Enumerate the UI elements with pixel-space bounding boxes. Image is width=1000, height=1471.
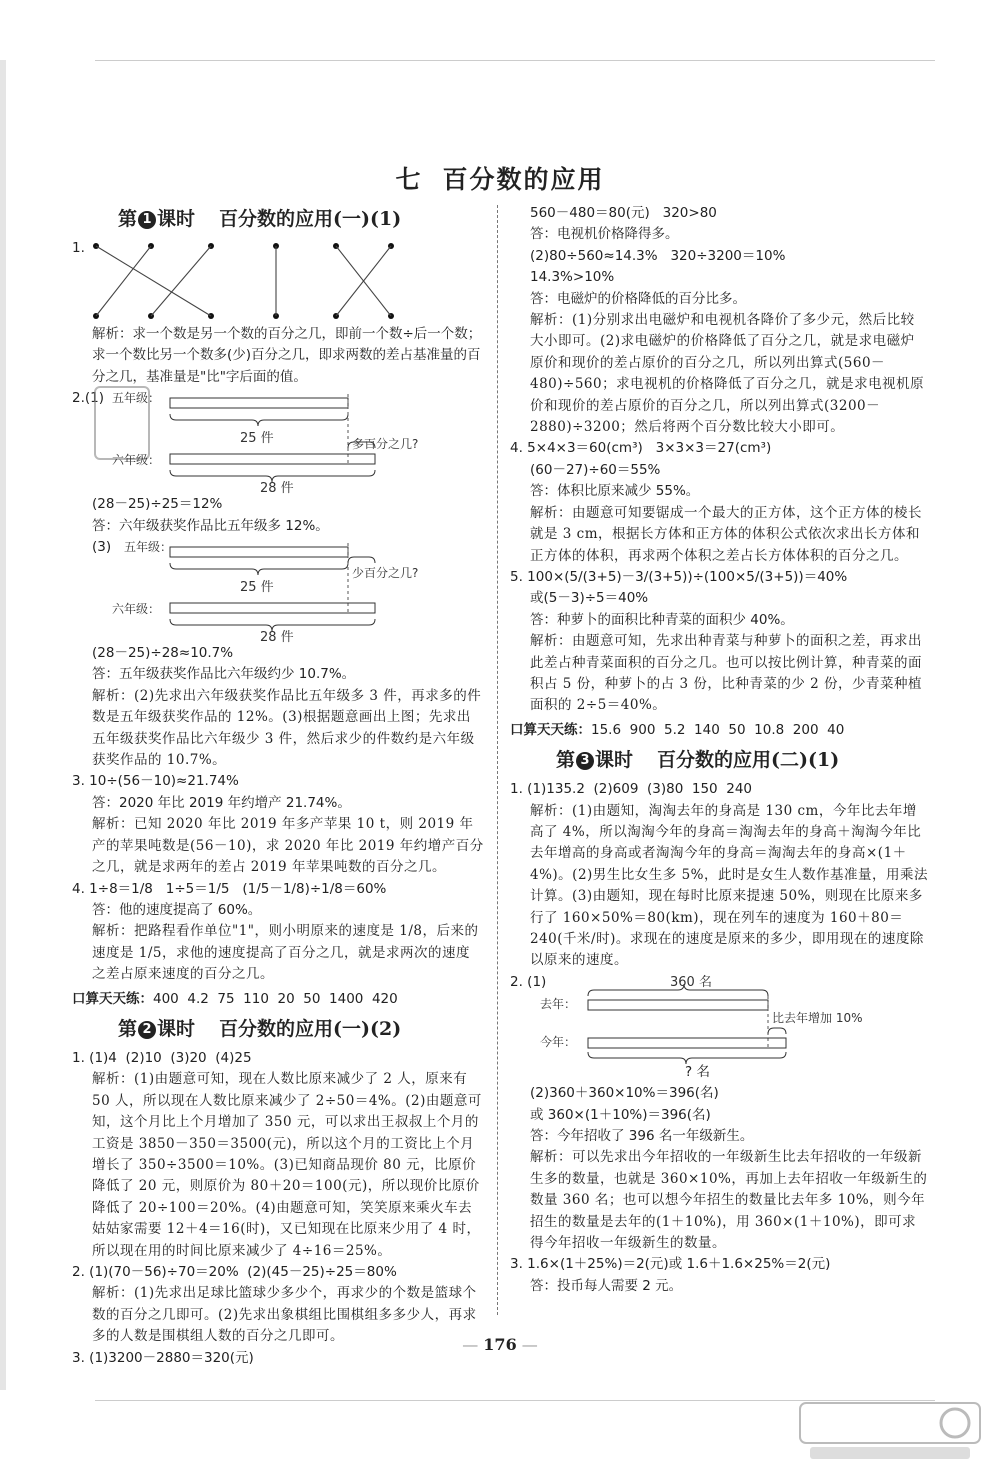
q1-explanation: 解析：求一个数是另一个数的百分之几，即前一个数÷后一个数；求一个数比另一个数多(少)百分之几，即求两数的差占基准量的百分之几，基准量是"比"字后面的值。 bbox=[92, 326, 482, 385]
r-line-5: 答：电磁炉的价格降低的百分比多。 bbox=[530, 290, 746, 307]
matching-lines-diagram bbox=[86, 238, 406, 324]
lesson-number-badge: 1 bbox=[138, 211, 156, 229]
fig1-total-label: 28 件 bbox=[260, 481, 294, 495]
l2-q2-explanation: 解析：(1)先求出足球比篮球少多少个，再求少的个数是篮球个数的百分之几即可。(2)先求出象棋组比围棋组多多少人，再求多的人数是围棋组人数的百分之几即可。 bbox=[92, 1285, 477, 1345]
q4-explanation: 解析：把路程看作单位"1"，则小明原来的速度是 1/8，后来的速度是 1/5，求他的速度提高了百分之几，就是求两次的速度之差占原来速度的百分之几。 bbox=[92, 923, 479, 983]
r-explanation-1: 解析：(1)分别求出电磁炉和电视机各降价了多少元，然后比较大小即可。(2)求电磁炉的价格降低了百分之几，就是求电磁炉原价和现价的差占原价的百分之几，所以列出算式(560－480)÷560；求电视机的价格降低了百分之几，就是求电视机原价和现价的差占原价的百分之几，所以列出算式(3200－2880)÷3200；然后将两个百分数比较大小即可。 bbox=[530, 312, 925, 436]
q3-explanation: 解析：已知 2020 年比 2019 年多产苹果 10 t，则 2019 年产的苹果吨数是(56－10)，求 2020 年比 2019 年约增产百分之几，就是求两年的差占 2019 年苹果吨数的百分之几。 bbox=[92, 816, 484, 876]
lesson-suffix: 课时 bbox=[157, 208, 196, 230]
q1-matching-figure bbox=[72, 238, 484, 324]
fig1-mid-label: 25 件 bbox=[240, 431, 274, 447]
fig3-mid-label: 360 名 bbox=[670, 974, 712, 990]
q4-line-1: 4. 1÷8＝1/8 1÷5＝1/5 (1/5－1/8)÷1/8＝60% bbox=[72, 880, 387, 897]
r-q4-line-1: 4. 5×4×3＝60(cm³) 3×3×3＝27(cm³) bbox=[510, 440, 772, 457]
fig3-bottom-label: 今年： bbox=[540, 1034, 577, 1049]
lesson-title: 百分数的应用(二)(1) bbox=[657, 749, 840, 772]
r-q5-line-1: 5. 100×(5/(3+5)－3/(3+5))÷(100×5/(3+5))＝40% bbox=[510, 568, 848, 585]
right-column bbox=[510, 203, 928, 1297]
fig1-top-label: 五年级： bbox=[112, 391, 161, 406]
l3-q2-number: 2. (1) bbox=[510, 973, 547, 990]
fig2-mid-label: 25 件 bbox=[240, 580, 274, 596]
l3-q1-explanation: 解析：(1)由题知，淘淘去年的身高是 130 cm，今年比去年增高了 4%，所以淘淘今年的身高＝淘淘去年的身高＋淘淘今年比去年增高的身高或者淘淘今年的身高＝淘淘去年的身高×(1＋4%)。(2)男生比女生多 5%，此时是女生人数作基准量，用乘法计算。(3)由题知，现在每时比原来提速 50%，则现在比原来多行了 160×50%＝80(km)，现在列车的速度为 160＋80＝240(千米/时)。求现在的速度是原来的多少，即用现在的速度除以原来的速度。 bbox=[530, 802, 929, 969]
l2-q1: 1. (1)4 (2)10 (3)20 (4)25 bbox=[72, 1049, 252, 1066]
top-rule bbox=[95, 60, 935, 61]
lesson-title: 百分数的应用(一)(2) bbox=[219, 1017, 402, 1040]
fig2-top-label: 五年级： bbox=[124, 540, 173, 555]
fig2-right-label: 少百分之几? bbox=[352, 566, 419, 581]
lesson-3-heading bbox=[556, 747, 928, 773]
page-edge-shadow bbox=[0, 60, 6, 1390]
l3-q2-line-2: 或 360×(1＋10%)＝396(名) bbox=[530, 1106, 711, 1123]
site-watermark-logo bbox=[790, 1395, 990, 1465]
q2-line-2: 答：六年级获奖作品比五年级多 12%。 bbox=[92, 517, 329, 534]
column-divider bbox=[497, 205, 498, 1315]
l3-q3-line-1: 3. 1.6×(1＋25%)＝2(元)或 1.6＋1.6×25%＝2(元) bbox=[510, 1256, 831, 1273]
oral-practice-label: 口算天天练： bbox=[510, 721, 591, 738]
fig3-right-label: 比去年增加 10% bbox=[772, 1010, 863, 1025]
fig3-top-label: 去年： bbox=[540, 996, 577, 1011]
l3-q2-line-1: (2)360＋360×10%＝396(名) bbox=[530, 1085, 719, 1102]
r-q5-line-2: 或(5－3)÷5＝40% bbox=[530, 590, 649, 607]
r-line-2: 答：电视机价格降得多。 bbox=[530, 226, 679, 243]
r-q5-explanation: 解析：由题意可知，先求出种青菜与种萝卜的面积之差，再求出此差占种青菜面积的百分之几。也可以按比例计算，种青菜的面积占 5 份，种萝卜的占 3 份，比种青菜的少 2 份，少青菜种植面积的 2÷5＝40%。 bbox=[530, 633, 923, 714]
l2-q1-explanation: 解析：(1)由题意可知，现在人数比原来减少了 2 人，原来有 50 人，所以现在人数比原来减少了 2÷50＝4%。(2)由题意可知，这个月比上个月增加了 350 元，可以求出王叔叔上个月的工资是 3850－350＝3500(元)，所以这个月的工资比上个月增长了 350÷3500＝10%。(3)已知商品现价 80 元，比原价降低了 20 元，则原价为 80＋20＝100(元)，所以现价比原价降低了 20÷100＝20%。(4)由题意可知，笑笑原来乘火车去姑姑家需要 12＋4＝16(时)，又已知现在比原来少用了 4 时，所以现在用的时间比原来减少了 4÷16＝25%。 bbox=[92, 1071, 482, 1259]
q2-explanation: 解析：(2)先求出六年级获奖作品比五年级多 3 件，再求多的件数是五年级获奖作品的 12%。(3)根据题意画出上图；先求出五年级获奖作品比六年级少 3 件，然后求少的件数约是六年级获奖作品的 10.7%。 bbox=[92, 687, 482, 769]
l2-q2: 2. (1)(70－56)÷70＝20% (2)(45－25)÷25＝80% bbox=[72, 1264, 397, 1280]
fig2-total-label: 28 件 bbox=[260, 630, 294, 644]
lesson-prefix: 第 bbox=[556, 749, 576, 772]
bar-diagram-1 bbox=[112, 388, 442, 494]
left-column bbox=[72, 200, 484, 1369]
oral-practice-label: 口算天天练： bbox=[72, 990, 153, 1007]
q2-line-4: (28－25)÷28≈10.7% bbox=[92, 645, 234, 662]
q4-line-2: 答：他的速度提高了 60%。 bbox=[92, 901, 262, 918]
q2-part-3: (3) bbox=[92, 539, 112, 556]
bar-diagram-3 bbox=[540, 972, 920, 1068]
r-line-4: 14.3%>10% bbox=[530, 269, 615, 286]
fig3-total-label: ? 名 bbox=[685, 1063, 710, 1080]
lesson-number-badge: 2 bbox=[138, 1021, 156, 1039]
lesson-prefix: 第 bbox=[118, 208, 138, 230]
q2-figure-1 bbox=[72, 388, 484, 494]
q3-line-1: 3. 10÷(56－10)≈21.74% bbox=[72, 773, 239, 790]
lesson-title: 百分数的应用(一)(1) bbox=[219, 208, 402, 230]
lesson-prefix: 第 bbox=[118, 1017, 138, 1040]
l3-q3-line-2: 答：投币每人需要 2 元。 bbox=[530, 1277, 683, 1294]
r-q4-line-3: 答：体积比原来减少 55%。 bbox=[530, 483, 700, 500]
oral-practice-2 bbox=[510, 720, 928, 741]
q2-figure-2 bbox=[72, 537, 484, 643]
r-line-1: 560－480＝80(元) 320>80 bbox=[530, 205, 717, 221]
lesson-2-heading bbox=[118, 1016, 484, 1042]
r-q4-explanation: 解析：由题意可知要锯成一个最大的正方体，这个正方体的棱长就是 3 cm，根据长方体和正方体的体积公式依次求出长方体和正方体的体积，再求两个体积之差占长方体体积的百分之几。 bbox=[530, 504, 922, 564]
q2-line-5: 答：五年级获奖作品比六年级约少 10.7%。 bbox=[92, 666, 356, 683]
q2-line-1: (28－25)÷25＝12% bbox=[92, 496, 223, 513]
chapter-number: 七 bbox=[395, 165, 423, 194]
r-q4-line-2: (60－27)÷60＝55% bbox=[530, 461, 661, 478]
r-q5-line-3: 答：种萝卜的面积比种青菜的面积少 40%。 bbox=[530, 611, 794, 628]
l3-q2-line-3: 答：今年招收了 396 名一年级新生。 bbox=[530, 1128, 754, 1145]
l3-q2-figure bbox=[510, 972, 928, 1068]
page-number-value: 176 bbox=[483, 1335, 517, 1354]
l2-q3: 3. (1)3200－2880＝320(元) bbox=[72, 1349, 254, 1366]
oral-practice-values: 400 4.2 75 110 20 50 1400 420 bbox=[153, 990, 398, 1007]
q1-number: 1. bbox=[72, 240, 85, 256]
oral-practice-1 bbox=[72, 989, 484, 1010]
q3-line-2: 答：2020 年比 2019 年约增产 21.74%。 bbox=[92, 794, 351, 811]
fig1-right-label: 多百分之几? bbox=[352, 437, 419, 452]
fig1-bottom-label: 六年级： bbox=[112, 453, 161, 468]
bar-diagram-2 bbox=[112, 537, 442, 643]
chapter-title bbox=[0, 160, 1000, 196]
r-line-3: (2)80÷560≈14.3% 320÷3200＝10% bbox=[530, 247, 786, 264]
l3-q2-explanation: 解析：可以先求出今年招收的一年级新生比去年招收的一年级新生多的数量，也就是 360×10%，再加上去年招收一年级新生的数量 360 名；也可以想今年招生的数量比去年多 10%，则今年招生的数量是去年的(1＋10%)，用 360×(1＋10%)，即可求得今年招收一年级新生的数量。 bbox=[530, 1149, 928, 1252]
fig2-bottom-label: 六年级： bbox=[112, 602, 161, 617]
lesson-suffix: 课时 bbox=[595, 749, 634, 772]
chapter-name: 百分数的应用 bbox=[442, 165, 605, 194]
l3-q1: 1. (1)135.2 (2)609 (3)80 150 240 bbox=[510, 781, 752, 798]
lesson-number-badge: 3 bbox=[576, 752, 594, 770]
oral-practice-values: 15.6 900 5.2 140 50 10.8 200 40 bbox=[591, 721, 845, 738]
page-number: — 176 — bbox=[462, 1335, 538, 1354]
q2-number: 2.(1) bbox=[72, 390, 105, 407]
lesson-suffix: 课时 bbox=[157, 1017, 196, 1040]
lesson-1-heading bbox=[118, 206, 484, 232]
